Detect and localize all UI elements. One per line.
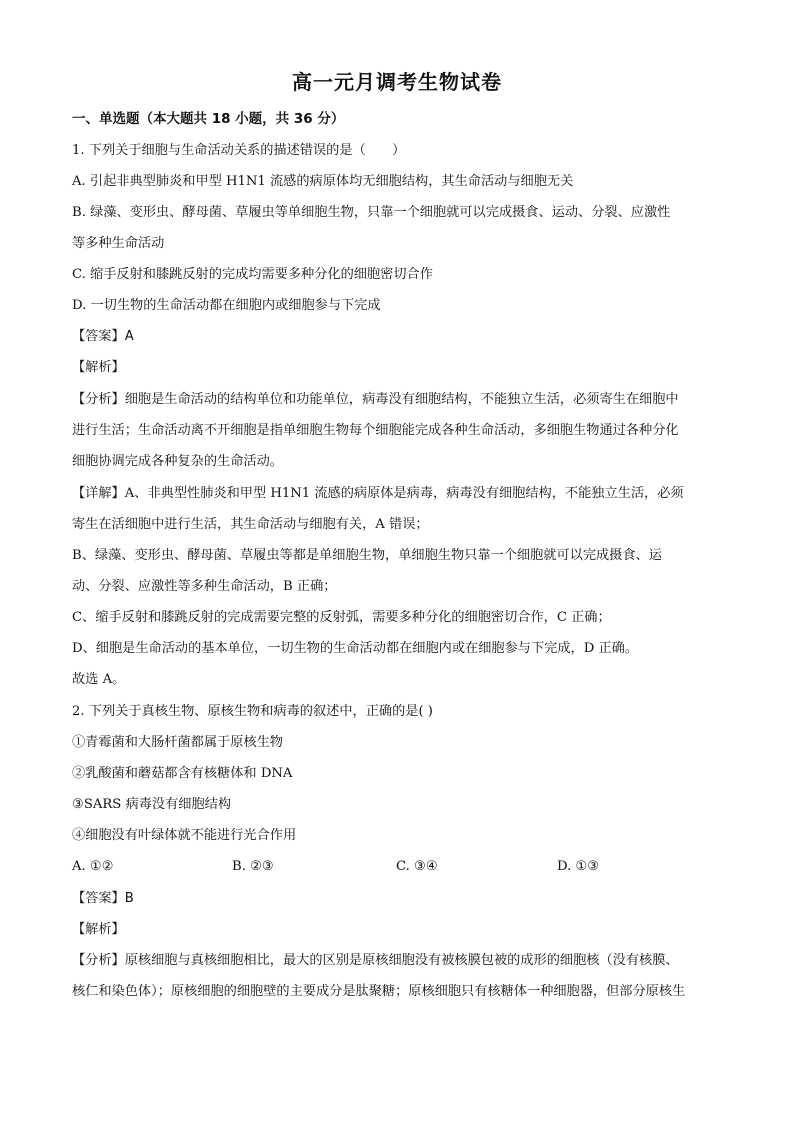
q1-xiangjie-line1: 【详解】A、非典型性肺炎和甲型 H1N1 流感的病原体是病毒，病毒没有细胞结构，不能独立生活，必须	[72, 486, 684, 501]
q2-stem: 2. 下列关于真核生物、原核生物和病毒的叙述中，正确的是( )	[72, 704, 433, 719]
q1-xiangjie-line3: B、绿藻、变形虫、酵母菌、草履虫等都是单细胞生物，单细胞生物只靠一个细胞就可以完成摄食、运	[72, 548, 662, 563]
q2-fenxi-line1: 【分析】原核细胞与真核细胞相比，最大的区别是原核细胞没有被核膜包被的成形的细胞核（没有核膜、	[72, 953, 679, 968]
q2-option-b: B. ②③	[232, 859, 274, 874]
q2-option-c: C. ③④	[396, 859, 438, 874]
q1-xiangjie-line5: C、缩手反射和膝跳反射的完成需要完整的反射弧，需要多种分化的细胞密切合作，C 正确；	[72, 610, 611, 625]
q2-statement-1: ①青霉菌和大肠杆菌都属于原核生物	[72, 735, 283, 750]
q1-option-b-line1: B. 绿藻、变形虫、酵母菌、草履虫等单细胞生物，只靠一个细胞就可以完成摄食、运动、分裂、应激性	[72, 205, 671, 220]
page-title: 高一元月调考生物试卷	[292, 70, 502, 94]
q1-fenxi-line2: 进行生活；生命活动离不开细胞是指单细胞生物每个细胞能完成各种生命活动，多细胞生物通过各种分化	[72, 423, 679, 438]
q1-fenxi-line3: 细胞协调完成各种复杂的生命活动。	[72, 454, 283, 469]
q2-option-d: D. ①③	[557, 859, 600, 874]
q1-xiangjie-line4: 动、分裂、应激性等多种生命活动，B 正确；	[72, 579, 337, 594]
q1-answer: 【答案】A	[72, 329, 134, 344]
q1-option-b-line2: 等多种生命活动	[72, 236, 165, 251]
q2-answer: 【答案】B	[72, 891, 134, 906]
q2-fenxi-line2: 核仁和染色体）；原核细胞的细胞壁的主要成分是肽聚糖；原核细胞只有核糖体一种细胞器，但部分原核生	[72, 984, 686, 999]
q1-stem: 1. 下列关于细胞与生命活动关系的描述错误的是（ ）	[72, 143, 406, 158]
q2-analysis-label: 【解析】	[72, 922, 125, 937]
section-heading: 一、单选题（本大题共 18 小题，共 36 分）	[72, 111, 345, 127]
q1-xiangjie-line2: 寄生在活细胞中进行生活，其生命活动与细胞有关，A 错误；	[72, 517, 429, 532]
q2-statement-3: ③SARS 病毒没有细胞结构	[72, 797, 232, 812]
q1-choose: 故选 A。	[72, 672, 126, 687]
q1-analysis-label: 【解析】	[72, 360, 125, 375]
q1-xiangjie-line6: D、细胞是生命活动的基本单位，一切生物的生命活动都在细胞内或在细胞参与下完成，D 正确。	[72, 641, 639, 656]
q2-option-a: A. ①②	[72, 859, 114, 874]
q2-statement-2: ②乳酸菌和蘑菇都含有核糖体和 DNA	[72, 766, 293, 781]
q1-option-d: D. 一切生物的生命活动都在细胞内或细胞参与下完成	[72, 298, 381, 313]
q1-option-c: C. 缩手反射和膝跳反射的完成均需要多种分化的细胞密切合作	[72, 267, 433, 282]
q2-statement-4: ④细胞没有叶绿体就不能进行光合作用	[72, 828, 297, 843]
q1-option-a: A. 引起非典型肺炎和甲型 H1N1 流感的病原体均无细胞结构，其生命活动与细胞无关	[72, 174, 574, 189]
q1-fenxi-line1: 【分析】细胞是生命活动的结构单位和功能单位，病毒没有细胞结构，不能独立生活，必须寄生在细胞中	[72, 392, 679, 407]
